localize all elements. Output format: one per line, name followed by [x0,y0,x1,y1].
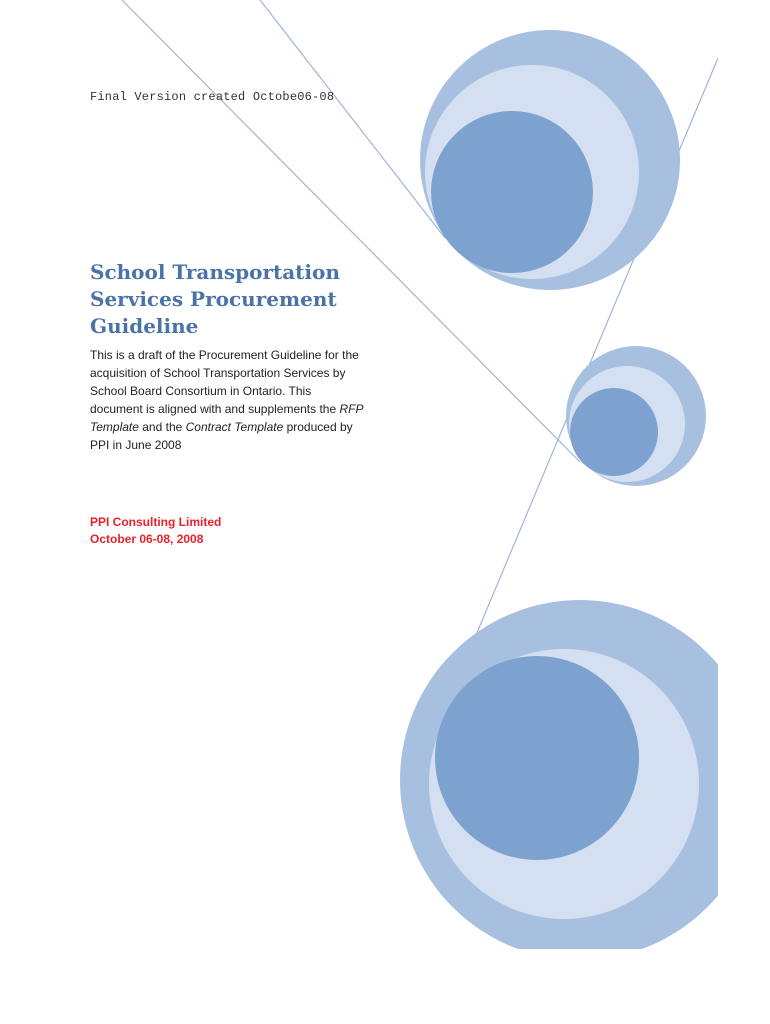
description-line-5-middle: and the [138,420,186,434]
publisher-name: PPI Consulting Limited [90,515,222,529]
rfp-reference: RFP [339,402,364,416]
description-line-6: PPI in June 2008 [90,438,182,452]
decor-line-2 [260,0,445,238]
title-line-3: Guideline [90,314,199,338]
bottom-circle-group [400,600,760,960]
publisher-block [90,514,221,548]
description-line-5-suffix: produced by [283,420,353,434]
description-line-5 [90,418,400,436]
top-circle-inner [431,111,593,273]
description-line-4 [90,400,400,418]
bottom-circle-inner [435,656,639,860]
document-description [90,346,400,454]
title-line-1: School Transportation [90,260,340,284]
description-line-4-text: document is aligned with and supplements the [90,402,340,416]
template-reference: Template [90,420,139,434]
title-line-2: Services Procurement [90,287,337,311]
description-line-3: School Board Consortium in Ontario. This [90,384,312,398]
description-line-2: acquisition of School Transportation Services by [90,366,346,380]
top-circle-group [420,30,680,290]
contract-template-reference: Contract Template [185,420,284,434]
middle-circle-group [566,346,706,486]
middle-circle-inner [570,388,658,476]
document-title [90,259,390,340]
version-note: Final Version created Octobe06-08 [90,90,335,104]
publisher-date: October 06-08, 2008 [90,532,204,546]
description-line-1: This is a draft of the Procurement Guideline for the [90,348,359,362]
